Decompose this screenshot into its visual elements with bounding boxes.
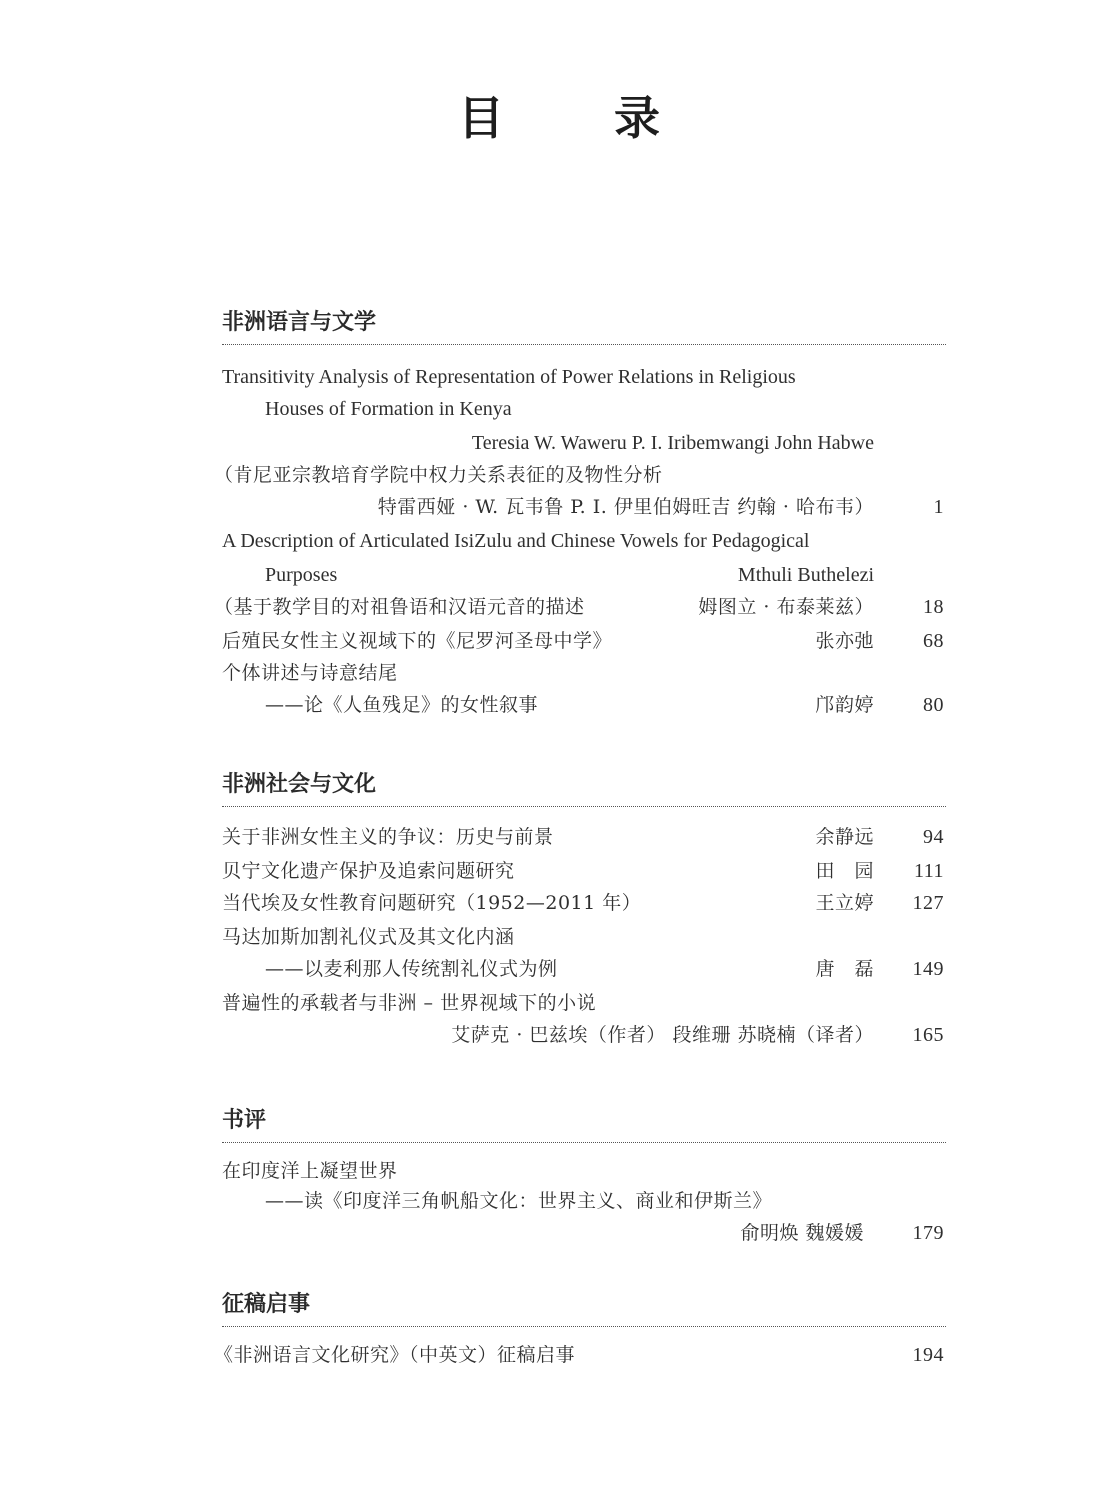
toc-entry-page: 18 xyxy=(923,596,944,618)
toc-entry-row xyxy=(222,492,946,522)
toc-entry-title: 普遍性的承载者与非洲 – 世界视域下的小说 xyxy=(222,992,597,1014)
section-divider xyxy=(222,806,946,807)
toc-entry-title: A Description of Articulated IsiZulu and Chinese Vowels for Pedagogical xyxy=(222,530,810,552)
toc-entry-author: 姆图立 · 布泰莱兹） xyxy=(698,596,874,618)
section-divider xyxy=(222,1142,946,1143)
toc-entry-title: 马达加斯加割礼仪式及其文化内涵 xyxy=(222,926,515,948)
toc-entry-page: 111 xyxy=(913,860,944,882)
toc-entry-page: 80 xyxy=(923,694,944,716)
toc-entry-title: 贝宁文化遗产保护及追索问题研究 xyxy=(222,860,515,882)
toc-entry-subtitle xyxy=(222,1186,946,1216)
toc-entry-row xyxy=(222,954,946,984)
toc-entry-page: 194 xyxy=(912,1344,944,1366)
title-char-2: 录 xyxy=(614,91,660,145)
toc-entry-subtitle: ——论《人鱼残足》的女性叙事 xyxy=(265,694,539,716)
toc-entry-title: （基于教学目的对祖鲁语和汉语元音的描述 xyxy=(214,596,585,618)
section-heading-book-review: 书评 xyxy=(222,1108,267,1133)
toc-entry-row xyxy=(222,690,946,720)
toc-entry-title: 《非洲语言文化研究》（中英文）征稿启事 xyxy=(214,1344,576,1366)
toc-entry-page: 68 xyxy=(923,630,944,652)
toc-entry-row xyxy=(222,1020,946,1050)
toc-entry-author: 俞明焕 魏媛媛 xyxy=(740,1222,864,1244)
toc-entry-row xyxy=(222,626,946,656)
toc-entry-row xyxy=(214,592,946,622)
toc-entry-row xyxy=(222,428,946,458)
toc-entry-author: 特雷西娅 · W. 瓦韦鲁 P. I. 伊里伯姆旺吉 约翰 · 哈布韦） xyxy=(377,496,874,518)
toc-entry-page: 165 xyxy=(912,1024,944,1046)
toc-entry-row xyxy=(214,1340,946,1370)
toc-entry-title: 当代埃及女性教育问题研究（1952—2011 年） xyxy=(222,892,642,914)
toc-entry-subtitle-text: ——读《印度洋三角帆船文化：世界主义、商业和伊斯兰》 xyxy=(265,1190,773,1212)
section-divider xyxy=(222,1326,946,1327)
section-divider xyxy=(222,344,946,345)
toc-entry-title: 关于非洲女性主义的争议：历史与前景 xyxy=(222,826,554,848)
title-char-1: 目 xyxy=(458,91,504,145)
section-heading-society: 非洲社会与文化 xyxy=(222,772,377,797)
toc-entry-title: Transitivity Analysis of Representation of Power Relations in Religious xyxy=(222,366,796,388)
toc-entry-author: 田 园 xyxy=(815,860,874,882)
section-heading-call-for-papers: 征稿启事 xyxy=(222,1292,311,1317)
toc-entry-author: 艾萨克 · 巴兹埃（作者） 段维珊 苏晓楠（译者） xyxy=(451,1024,874,1046)
toc-entry-row xyxy=(222,822,946,852)
toc-entry-row xyxy=(222,888,946,918)
toc-entry-row xyxy=(222,1218,946,1248)
toc-entry-author: 唐 磊 xyxy=(815,958,874,980)
toc-entry-subtitle: ——以麦利那人传统割礼仪式为例 xyxy=(265,958,558,980)
toc-entry-author: Teresia W. Waweru P. I. Iribemwangi John Habwe xyxy=(471,432,874,454)
toc-entry-author: 余静远 xyxy=(815,826,874,848)
toc-entry-author: 邝韵婷 xyxy=(815,694,874,716)
toc-entry-author: 王立婷 xyxy=(815,892,874,914)
toc-entry-page: 127 xyxy=(912,892,944,914)
toc-entry-title: （肯尼亚宗教培育学院中权力关系表征的及物性分析 xyxy=(214,464,663,486)
toc-entry-row xyxy=(222,856,946,886)
toc-entry-title: 个体讲述与诗意结尾 xyxy=(222,662,398,684)
toc-entry-page: 149 xyxy=(912,958,944,980)
toc-entry-page: 94 xyxy=(923,826,944,848)
toc-entry-row xyxy=(222,560,946,590)
toc-entry-title: 在印度洋上凝望世界 xyxy=(222,1160,398,1182)
toc-entry-page: 1 xyxy=(933,496,944,518)
toc-entry-author: 张亦弛 xyxy=(815,630,874,652)
toc-entry-title: 后殖民女性主义视域下的《尼罗河圣母中学》 xyxy=(222,630,613,652)
toc-entry-title: Houses of Formation in Kenya xyxy=(265,398,512,420)
toc-entry-title: Purposes xyxy=(265,564,338,586)
section-heading-literature: 非洲语言与文学 xyxy=(222,310,377,335)
toc-entry-page: 179 xyxy=(912,1222,944,1244)
toc-entry-author: Mthuli Buthelezi xyxy=(737,564,874,586)
page-title xyxy=(0,82,1118,148)
